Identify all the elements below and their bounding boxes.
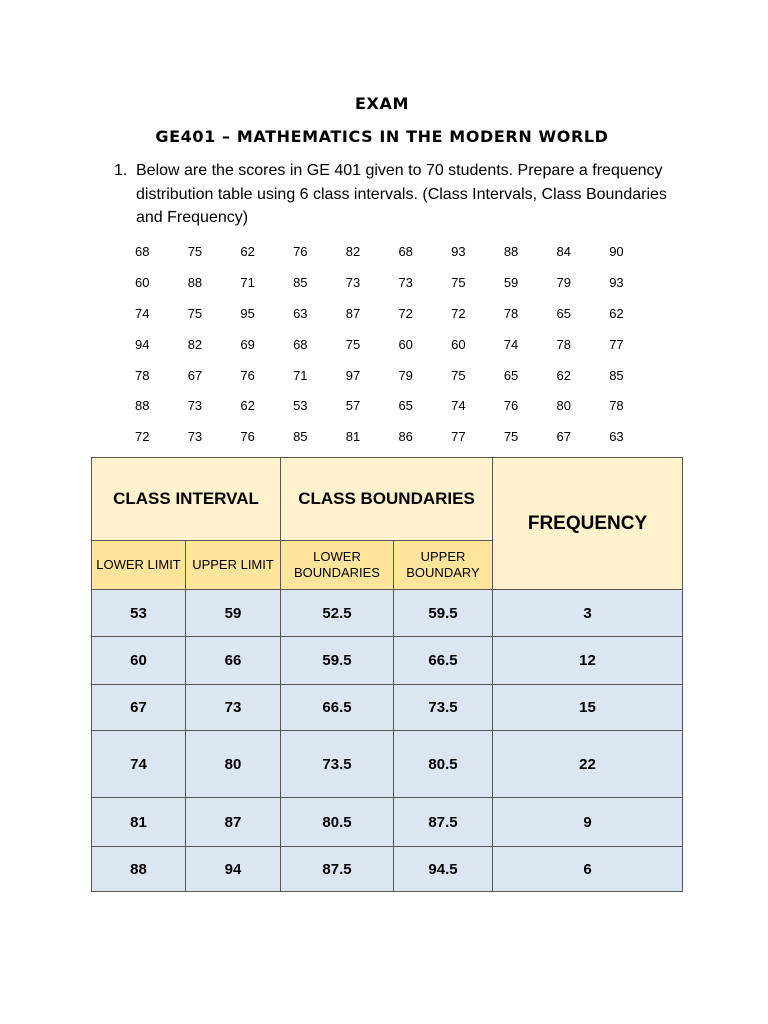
score-value: 97 [345,367,361,383]
score-value: 69 [240,336,255,352]
lower-limit-cell: 60 [92,637,186,685]
score-value: 95 [240,305,255,321]
exam-title: EXAM [355,94,409,113]
score-value: 90 [609,243,624,259]
upper-boundary-cell: 80.5 [394,731,493,798]
score-value: 67 [187,367,203,383]
lower-limit-cell: 88 [92,847,186,892]
course-title: GE401 – MATHEMATICS IN THE MODERN WORLD [155,127,609,146]
score-value: 76 [503,398,519,414]
score-value: 59 [503,274,519,290]
scores-row [135,298,662,329]
upper-limit-cell: 66 [186,637,281,685]
frequency-distribution-table [91,457,683,892]
lower-boundary-cell: 66.5 [281,685,394,731]
frequency-cell: 22 [493,731,683,798]
score-value: 73 [398,274,413,290]
upper-limit-header: UPPER LIMIT [186,541,281,590]
frequency-cell: 15 [493,685,683,731]
score-value: 60 [135,274,150,290]
score-value: 81 [345,429,361,445]
lower-limit-cell: 74 [92,731,186,798]
table-row [92,685,683,731]
score-value: 63 [293,305,308,321]
score-value: 62 [609,305,624,321]
lower-limit-cell: 67 [92,685,186,731]
score-value: 73 [187,429,203,445]
score-value: 85 [293,429,308,445]
class-interval-header: CLASS INTERVAL [92,458,281,541]
score-value: 57 [345,398,361,414]
scores-grid [135,236,662,452]
score-value: 68 [398,243,413,259]
class-boundaries-header: CLASS BOUNDARIES [281,458,493,541]
score-value: 82 [345,243,361,259]
score-value: 88 [187,274,203,290]
score-value: 60 [451,336,466,352]
score-value: 75 [187,243,203,259]
upper-limit-cell: 59 [186,590,281,637]
score-value: 78 [609,398,624,414]
score-value: 76 [240,367,255,383]
lower-limit-header: LOWER LIMIT [92,541,186,590]
score-value: 85 [609,367,624,383]
score-value: 65 [556,305,571,321]
frequency-cell: 9 [493,798,683,847]
table-row [92,590,683,637]
score-value: 75 [187,305,203,321]
score-value: 78 [556,336,571,352]
score-value: 53 [293,398,308,414]
score-value: 63 [609,429,624,445]
score-value: 76 [240,429,255,445]
score-value: 76 [293,243,308,259]
score-value: 75 [451,367,466,383]
upper-limit-cell: 73 [186,685,281,731]
table-row [92,637,683,685]
question-number: 1. [114,162,128,179]
score-value: 80 [556,398,571,414]
lower-limit-cell: 53 [92,590,186,637]
upper-limit-cell: 87 [186,798,281,847]
score-value: 62 [240,243,255,259]
score-value: 68 [293,336,308,352]
score-value: 79 [556,274,571,290]
score-value: 79 [398,367,413,383]
upper-boundary-cell: 73.5 [394,685,493,731]
score-value: 73 [187,398,203,414]
score-value: 88 [503,243,519,259]
score-value: 77 [609,336,624,352]
score-value: 74 [503,336,519,352]
score-value: 72 [135,429,150,445]
score-value: 74 [451,398,466,414]
score-value: 75 [451,274,466,290]
score-value: 77 [451,429,466,445]
table-row [92,798,683,847]
scores-row [135,390,662,421]
score-value: 84 [556,243,571,259]
lower-boundary-cell: 80.5 [281,798,394,847]
scores-row [135,329,662,360]
scores-row [135,360,662,391]
upper-boundary-header: UPPER BOUNDARY [394,541,493,590]
upper-limit-cell: 94 [186,847,281,892]
score-value: 78 [135,367,150,383]
lower-boundary-cell: 73.5 [281,731,394,798]
score-value: 71 [240,274,255,290]
score-value: 75 [503,429,519,445]
lower-boundary-cell: 52.5 [281,590,394,637]
upper-boundary-cell: 87.5 [394,798,493,847]
score-value: 87 [345,305,361,321]
score-value: 93 [609,274,624,290]
scores-row [135,421,662,452]
frequency-cell: 6 [493,847,683,892]
upper-boundary-cell: 94.5 [394,847,493,892]
scores-row [135,267,662,298]
score-value: 74 [135,305,150,321]
score-value: 85 [293,274,308,290]
score-value: 78 [503,305,519,321]
lower-limit-cell: 81 [92,798,186,847]
score-value: 86 [398,429,413,445]
score-value: 94 [135,336,150,352]
score-value: 65 [398,398,413,414]
lower-boundary-cell: 59.5 [281,637,394,685]
frequency-header: FREQUENCY [493,458,683,590]
frequency-cell: 12 [493,637,683,685]
score-value: 72 [398,305,413,321]
table-row [92,731,683,798]
scores-row [135,236,662,267]
upper-boundary-cell: 66.5 [394,637,493,685]
score-value: 65 [503,367,519,383]
frequency-cell: 3 [493,590,683,637]
upper-limit-cell: 80 [186,731,281,798]
score-value: 72 [451,305,466,321]
score-value: 62 [556,367,571,383]
table-row [92,847,683,892]
upper-boundary-cell: 59.5 [394,590,493,637]
lower-boundaries-header: LOWER BOUNDARIES [281,541,394,590]
score-value: 71 [293,367,308,383]
score-value: 73 [345,274,361,290]
score-value: 68 [135,243,150,259]
score-value: 82 [187,336,203,352]
score-value: 60 [398,336,413,352]
score-value: 67 [556,429,571,445]
score-value: 75 [345,336,361,352]
score-value: 62 [240,398,255,414]
question-text: Below are the scores in GE 401 given to 70 students. Prepare a frequency distribution table using 6 class intervals. (Class Intervals, Class Boundaries and Frequency) [136,162,667,226]
score-value: 93 [451,243,466,259]
score-value: 88 [135,398,150,414]
lower-boundary-cell: 87.5 [281,847,394,892]
